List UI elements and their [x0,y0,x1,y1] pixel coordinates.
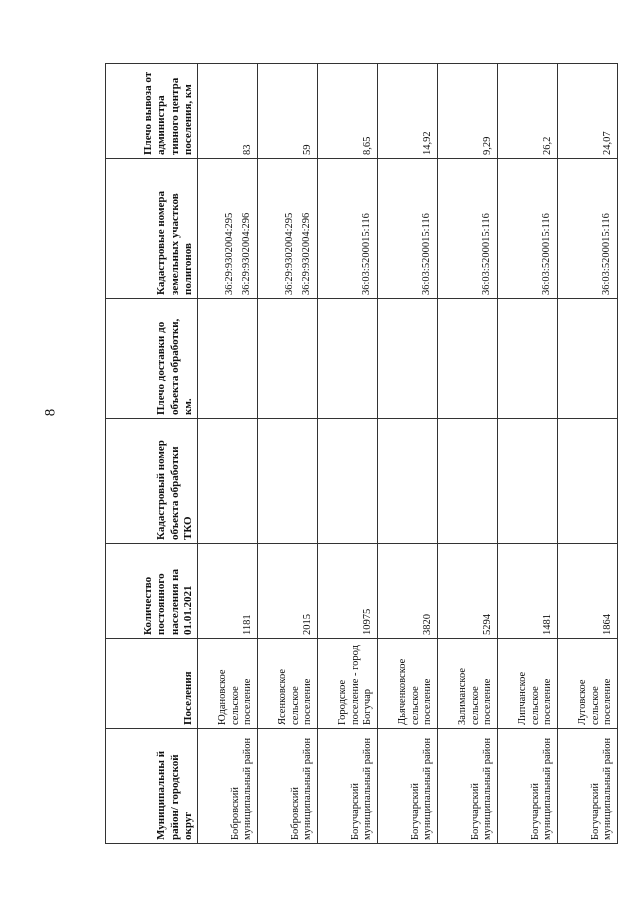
cell-population: 5294 [438,544,498,639]
rotated-table-wrapper [105,64,618,844]
cell-polygon-cadastral [498,159,558,299]
table-body [198,64,618,844]
table-row [378,64,438,844]
cadastral-number: 36:03:5200015:116 [600,213,612,295]
cell-tko-cadastral [318,419,378,544]
cell-distance: 9,29 [438,64,498,159]
cell-tko-cadastral [378,419,438,544]
cell-polygon-cadastral [318,159,378,299]
cell-polygon-cadastral [438,159,498,299]
cell-tko-cadastral [498,419,558,544]
cell-polygon-cadastral [558,159,618,299]
cell-delivery [378,299,438,419]
header-settlement: Поселения [106,639,198,729]
header-district: Муниципальны й район/ городской округ [106,729,198,844]
cadastral-number: 36:29:9302004:295 [224,212,236,295]
cell-population: 1181 [198,544,258,639]
cell-population: 3820 [378,544,438,639]
cadastral-number: 36:29:9302004:296 [240,212,252,295]
cell-district: Богучарский муниципальный район [318,729,378,844]
cell-population: 10975 [318,544,378,639]
cell-population: 1864 [558,544,618,639]
table-row [258,64,318,844]
cell-delivery [198,299,258,419]
cell-distance: 26,2 [498,64,558,159]
cell-tko-cadastral [558,419,618,544]
cell-district: Богучарский муниципальный район [558,729,618,844]
cell-tko-cadastral [198,419,258,544]
table-header-row [106,64,198,844]
cadastral-number: 36:03:5200015:116 [360,213,372,295]
cell-settlement: Луговское сельское поселение [558,639,618,729]
cell-settlement: Липчанское сельское поселение [498,639,558,729]
cell-distance: 59 [258,64,318,159]
table-row [198,64,258,844]
header-population: Количество постоянного населения на 01.01.2021 [106,544,198,639]
cell-settlement: Ясенковское сельское поселение [258,639,318,729]
cell-district: Бобровский муниципальный район [198,729,258,844]
cell-distance: 8,65 [318,64,378,159]
table-row [558,64,618,844]
cell-district: Бобровский муниципальный район [258,729,318,844]
page-number: 8 [42,408,59,417]
landfill-table [105,63,618,844]
cell-population: 2015 [258,544,318,639]
table-row [498,64,558,844]
cell-polygon-cadastral [198,159,258,299]
cell-population: 1481 [498,544,558,639]
cell-delivery [558,299,618,419]
cell-settlement: Юдановское сельское поселение [198,639,258,729]
cell-tko-cadastral [258,419,318,544]
cell-delivery [258,299,318,419]
cell-district: Богучарский муниципальный район [438,729,498,844]
cell-distance: 24,07 [558,64,618,159]
cell-distance: 14,92 [378,64,438,159]
cadastral-number: 36:29:9302004:295 [284,212,296,295]
cell-settlement: Городское поселение - город Богучар [318,639,378,729]
header-distance: Плечо вывоза от администра тивного центра поселения, км [106,64,198,159]
cell-settlement: Залиманское сельское поселение [438,639,498,729]
cell-polygon-cadastral [258,159,318,299]
cell-polygon-cadastral [378,159,438,299]
cell-district: Богучарский муниципальный район [498,729,558,844]
cell-delivery [498,299,558,419]
table-row [438,64,498,844]
header-delivery: Плечо доставки до объекта обработки, км. [106,299,198,419]
table-row [318,64,378,844]
cadastral-number: 36:03:5200015:116 [540,213,552,295]
cell-distance: 83 [198,64,258,159]
cell-settlement: Дьяченковское сельское поселение [378,639,438,729]
cadastral-number: 36:03:5200015:116 [480,213,492,295]
cell-delivery [438,299,498,419]
cadastral-number: 36:29:9302004:296 [300,212,312,295]
cadastral-number: 36:03:5200015:116 [420,213,432,295]
header-polygon-cadastral: Кадастровые номера земельных участков полигонов [106,159,198,299]
cell-district: Богучарский муниципальный район [378,729,438,844]
cell-delivery [318,299,378,419]
header-tko-cadastral: Кадастровый номер объекта обработки ТКО [106,419,198,544]
cell-tko-cadastral [438,419,498,544]
